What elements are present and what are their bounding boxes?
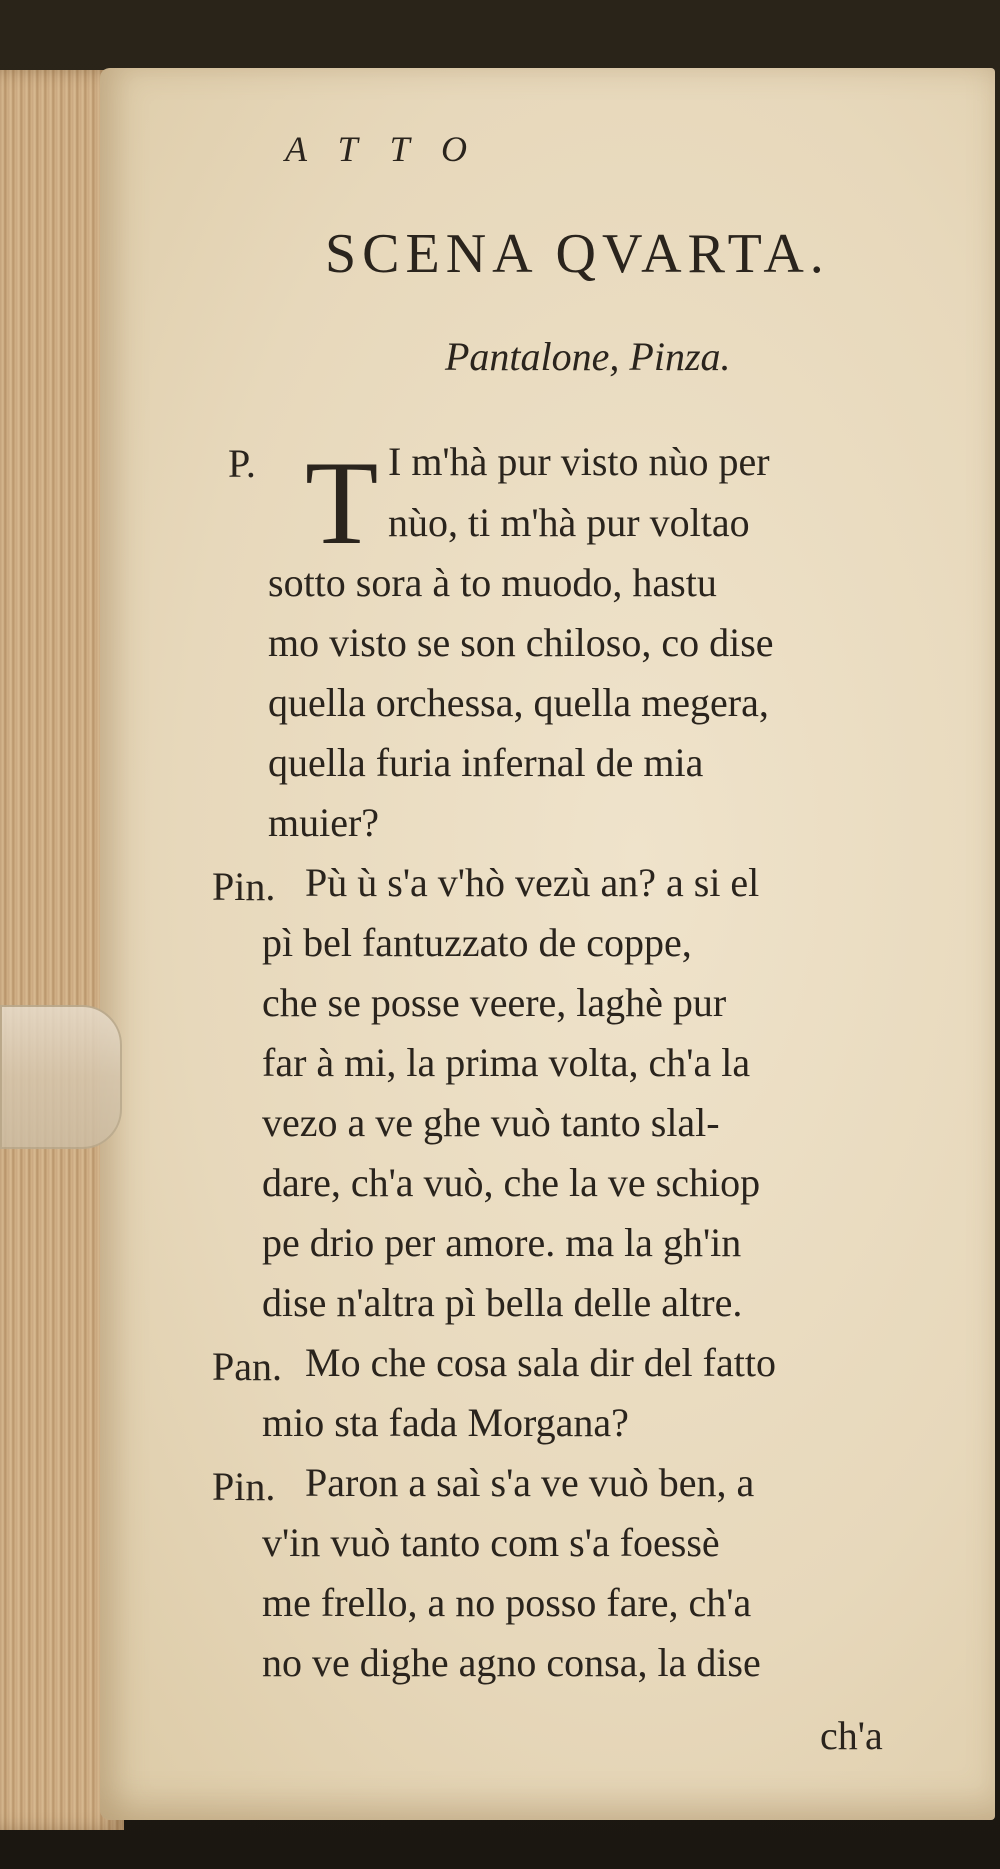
speech-line: v'in vuò tanto com s'a foessè [262,1520,720,1565]
scene-title: SCENA QVARTA. [325,223,830,285]
speech-line: mio sta fada Morgana? [262,1400,629,1445]
speech-line: sotto sora à to muodo, hastu [268,560,717,605]
speech-line: dise n'altra pì bella delle altre. [262,1280,743,1325]
drop-capital: T [305,436,379,569]
speech-line: far à mi, la prima volta, ch'a la [262,1040,751,1085]
speech-line: Mo che cosa sala dir del fatto [305,1340,776,1385]
speaker-label: P. [228,441,256,486]
speaker-label: Pan. [212,1344,282,1389]
speech-line: pe drio per amore. ma la gh'in [262,1220,742,1265]
speech-line: Pù ù s'a v'hò vezù an? a si el [305,860,760,905]
book-clasp [0,1005,122,1149]
speech-line: dare, ch'a vuò, che la ve schiop [262,1160,761,1205]
speech-line: pì bel fantuzzato de coppe, [262,920,692,965]
speech-line: muier? [268,800,380,845]
speaker-label: Pin. [212,864,276,909]
speech-line: che se posse veere, laghè pur [262,980,727,1025]
speech-line: vezo a ve ghe vuò tanto slal- [262,1100,720,1145]
scene-characters: Pantalone, Pinza. [445,334,731,379]
catchword: ch'a [820,1713,883,1758]
speech-line: quella orchessa, quella megera, [268,680,769,725]
speech-line: nùo, ti m'hà pur voltao [388,500,750,545]
speech-line: mo visto se son chiloso, co dise [268,620,774,665]
running-head: ATTO [285,129,500,169]
speech-line: me frello, a no posso fare, ch'a [262,1580,752,1625]
speech-line: I m'hà pur visto nùo per [388,439,770,484]
speech-line: Paron a saì s'a ve vuò ben, a [305,1460,755,1505]
speech-line: no ve dighe agno consa, la dise [262,1640,761,1685]
speech-line: quella furia infernal de mia [268,740,704,785]
speaker-label: Pin. [212,1464,276,1509]
